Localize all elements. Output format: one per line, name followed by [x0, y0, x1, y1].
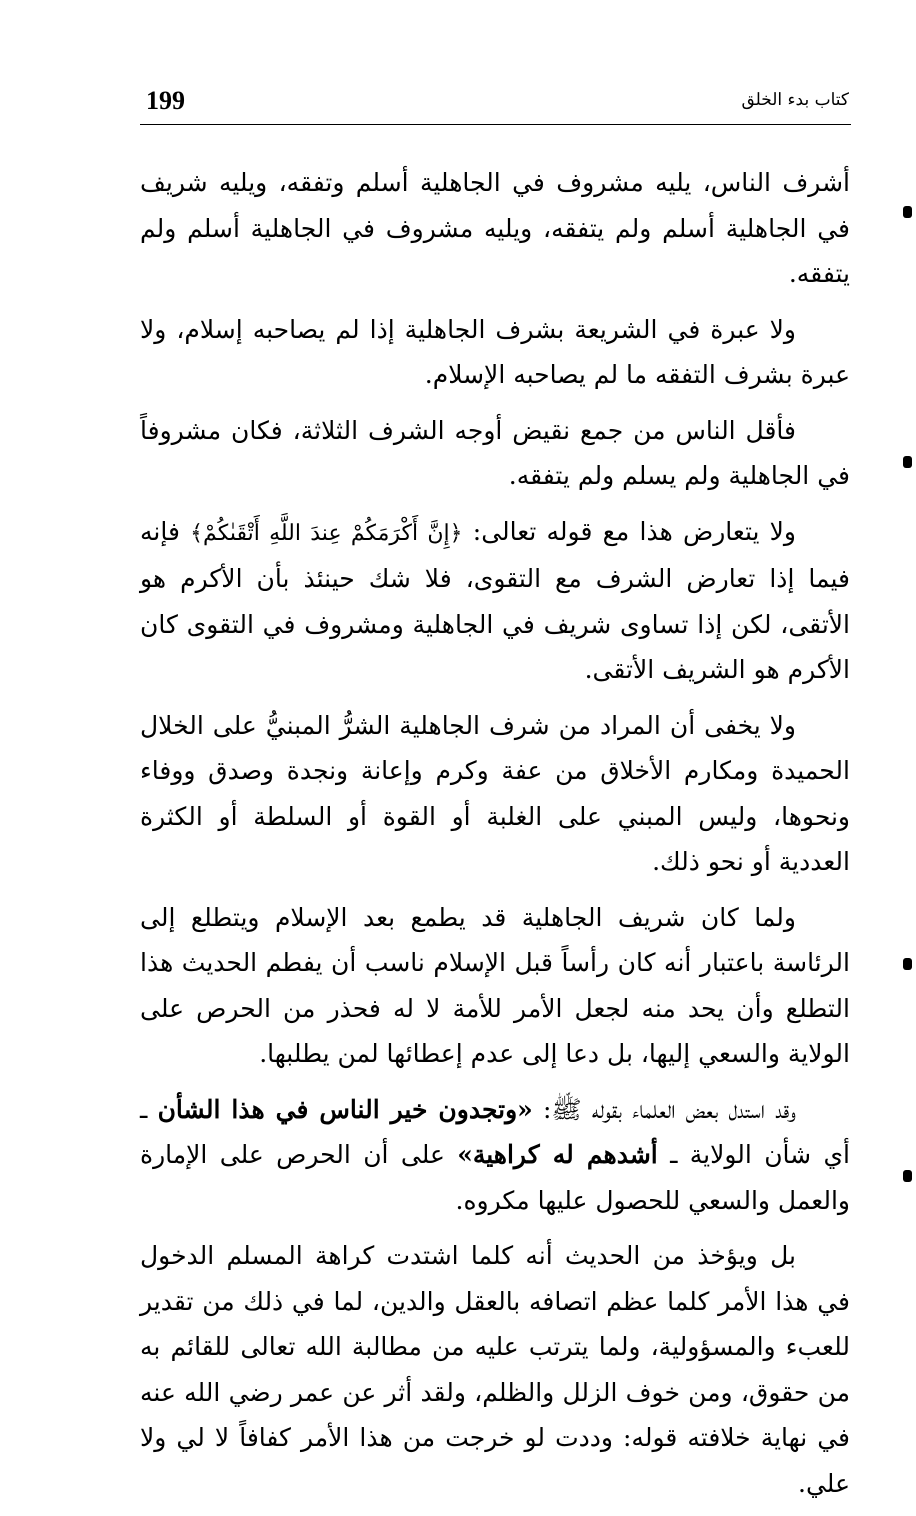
page-body [140, 160, 850, 1516]
paragraph: ولا يخفى أن المراد من شرف الجاهلية الشرُّ المبنيُّ على الخلال الحميدة ومكارم الأخلاق من عفة وكرم وإعانة ونجدة وصدق ووفاء ونحوها، وليس المبني على الغلبة أو القوة أو السلطة أو الكثرة العددية أو نحو ذلك. [140, 710, 850, 876]
paragraph-text: على أن الحرص على الإمارة والعمل والسعي للحصول عليها مكروه. [140, 1140, 850, 1215]
paragraph-text: فإنه فيما إذا تعارض الشرف مع التقوى، فلا شك حينئذ بأن الأكرم هو الأتقى، لكن إذا تساوى شريف في الجاهلية ومشروف في التقوى كان الأكرم هو الشريف الأتقى. [140, 516, 850, 684]
page-number: 199 [146, 86, 185, 115]
hadith-quote: أشدهم له كراهية» [457, 1140, 658, 1169]
paragraph-with-verse [140, 509, 850, 693]
paragraph-text: وقد استدل بعض العلماء بقوله ﷺ: [532, 1094, 796, 1124]
paragraph: فأقل الناس من جمع نقيض أوجه الشرف الثلاثة، فكان مشروفاً في الجاهلية ولم يسلم ولم يتفقه. [140, 415, 850, 490]
paragraph-text: ـ أي شأن الولاية ـ [140, 1094, 850, 1169]
scan-margin-mark [903, 456, 912, 468]
page-header [140, 84, 851, 125]
running-title: كتاب بدء الخلق [741, 90, 849, 110]
quran-verse: ﴿إِنَّ أَكْرَمَكُمْ عِندَ اللَّهِ أَتْقَىٰكُمْ﴾ [190, 520, 463, 546]
paragraph: بل ويؤخذ من الحديث أنه كلما اشتدت كراهة المسلم الدخول في هذا الأمر كلما عظم اتصافه بالعقل والدين، لما في ذلك من تقدير للعبء والمسؤولية، ولما يترتب عليه من مطالبة الله تعالى للقائم به من حقوق، ومن خوف الزلل والظلم، ولقد أثر عن عمر رضي الله عنه في نهاية خلافته قوله: وددت لو خرجت من هذا الأمر كفافاً لا لي ولا علي. [140, 1241, 850, 1498]
scan-margin-mark [903, 958, 912, 970]
paragraph: ولما كان شريف الجاهلية قد يطمع بعد الإسلام ويتطلع إلى الرئاسة باعتبار أنه كان رأساً قبل الإسلام ناسب أن يفطم الحديث هذا التطلع وأن يحد منه لجعل الأمر للأمة لا له فحذر من الحرص على الولاية والسعي إليها، بل دعا إلى عدم إعطائها لمن يطلبها. [140, 902, 850, 1068]
paragraph-with-hadith [140, 1087, 850, 1224]
paragraph: أشرف الناس، يليه مشروف في الجاهلية أسلم وتفقه، ويليه شريف في الجاهلية أسلم ولم يتفقه، ويليه مشروف في الجاهلية أسلم ولم يتفقه. [140, 168, 850, 288]
scan-margin-mark [903, 206, 912, 218]
hadith-quote: «وتجدون خير الناس في هذا الشأن [157, 1094, 533, 1124]
paragraph: ولا عبرة في الشريعة بشرف الجاهلية إذا لم يصاحبه إسلام، ولا عبرة بشرف التفقه ما لم يصاحبه الإسلام. [140, 314, 850, 389]
paragraph-text: ولا يتعارض هذا مع قوله تعالى: [462, 516, 797, 546]
scan-margin-mark [903, 1170, 912, 1182]
